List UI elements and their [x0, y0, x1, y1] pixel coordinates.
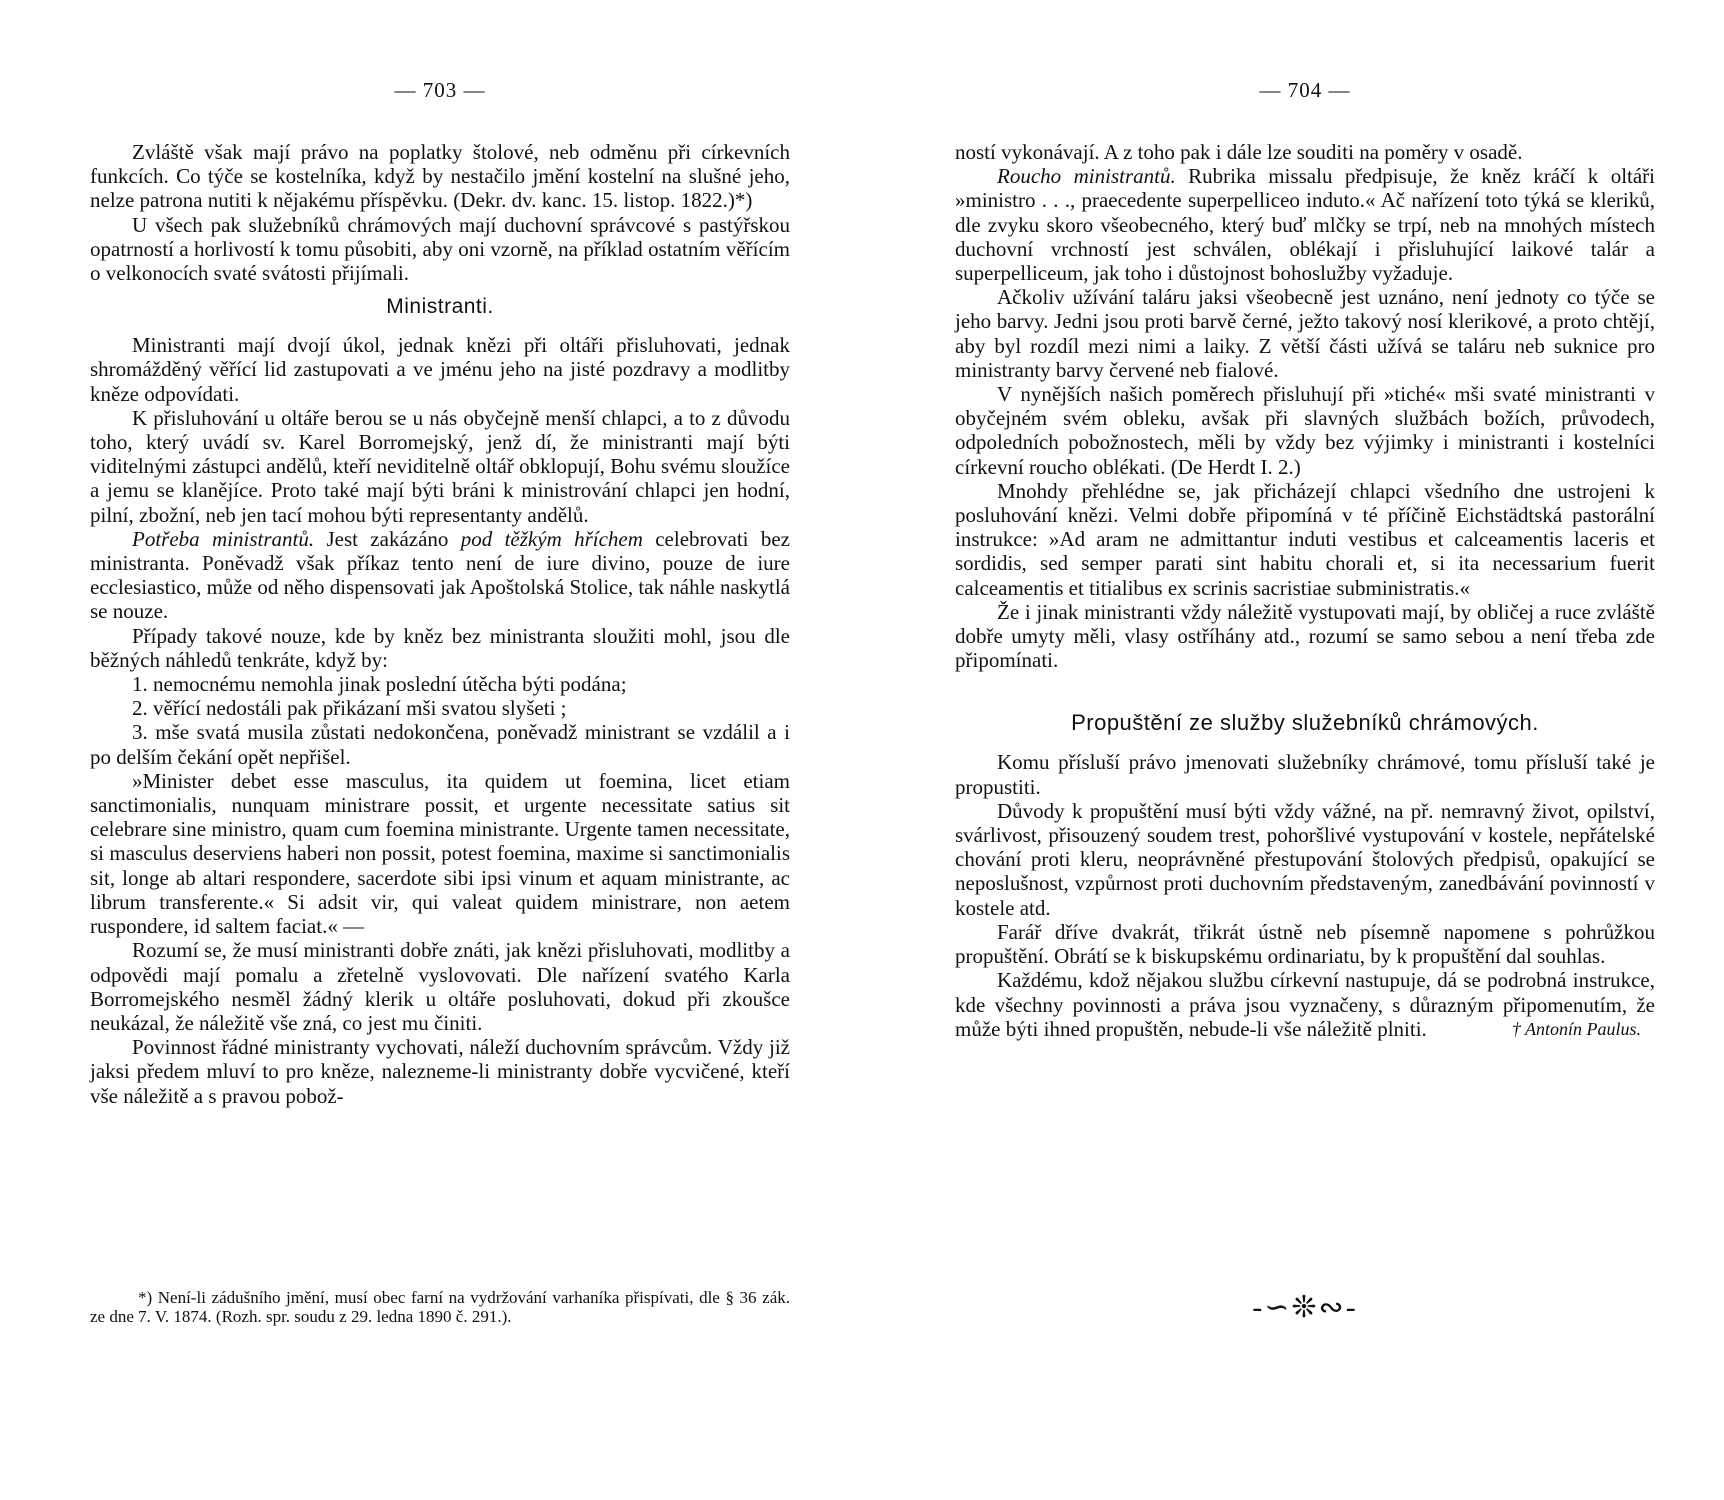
vestment-lead: Roucho ministrantů.	[997, 164, 1176, 189]
instruction-text: Každému, kdož nějakou službu církevní nastupuje, dá se podrobná instrukce, kde všechny povinnosti a práva jsou vyznačeny, s důrazným připomenutím, že může býti ihned propuštěn, nebude-li vše náležitě plniti.	[955, 968, 1655, 1041]
paragraph-prayers: Rozumí se, že musí ministranti dobře znáti, jak knězi přisluhovati, modlitby a odpovědi mají pomalu a zřetelně vyslovovati. Dle nařízení svatého Karla Borromejského nesměl žádný klerik u oltáře posluhovati, dokud při zkoušce neukázal, že náležitě vše zná, co jest mu činiti.	[90, 938, 790, 1035]
section-heading-ministranti: Ministranti.	[386, 295, 494, 319]
left-column	[90, 140, 790, 1108]
paragraph-eichstadt: Mnohdy přehlédne se, jak přicházejí chlapci všedního dne ustrojeni k posluhování knězi. Velmi dobře připomíná v té příčině Eichstädtská pastorální instrukce: »Ad aram ne admittantur induti vestibus et calceamentis laceris et sordidis, sed semper parati sint habitu chorali et, si ita necessarium fuerit calceamentis et titialibus ex scrinis sacristiae subministratis.«	[955, 478, 1655, 600]
need-emphasis: pod těžkým hříchem	[460, 526, 643, 551]
paragraph-cases-intro: Případy takové nouze, kde by kněz bez ministranta sloužiti mohl, jsou dle běžných náhledů tenkráte, když by:	[90, 623, 790, 672]
paragraph-colour: Ačkoliv užívání taláru jaksi všeobecně jest uznáno, není jednoty co týče se jeho barvy. Jedni jsou proti barvě černé, ježto takový nosí klerikové, a proto chtějí, aby byl rozdíl mezi nimi a laiky. Z větší části užívá se taláru neb suknice pro ministranty barvy červené neb fialové.	[955, 285, 1655, 382]
paragraph-sacraments: U všech pak služebníků chrámových mají duchovní správcové s pastýřskou opatrností a horlivostí k tomu působiti, aby oni vzorně, na příklad ostatním věřícím o velkonocích svaté svátosti přijímali.	[90, 212, 790, 286]
case-item-2: 2. věřící nedostáli pak přikázaní mši svatou slyšeti ;	[132, 696, 567, 721]
need-rest: celebrovati bez ministranta. Poněvadž však příkaz tento není de iure divino, pouze de iure ecclesiastico, může od něho dispensovati jak Apoštolská Stolice, tak náhle naskytlá se nouze.	[90, 526, 790, 624]
paragraph-clean: Že i jinak ministranti vždy náležitě vystupovati mají, by obličej a ruce zvláště dobře umyty měli, vlasy ostříhány atd., rozumí se samo sebou a není třeba zde připomínati.	[955, 599, 1655, 673]
page-number-left: — 703 —	[394, 78, 486, 102]
paragraph-reasons: Důvody k propuštění musí býti vždy vážné, na př. nemravný život, opilství, svárlivost, přisouzený soudem trest, pohoršlivé vystupování v kostele, nepřátelské chování proti kleru, neoprávněné přestupování štolových předpisů, opakující se neposlušnost, vzpůrnost proti duchovním představeným, zanedbávání povinností v kostele atd.	[955, 798, 1655, 920]
case-item-3: 3. mše svatá musila zůstati nedokončena, poněvadž ministrant se vzdálil a i po delším čekání opět nepřišel.	[90, 720, 790, 769]
paragraph-boys: K přisluhování u oltáře berou se u nás obyčejně menší chlapci, a to z důvodu toho, který uvádí sv. Karel Borromejský, jenž dí, že ministranti mají býti viditelnými zástupci andělů, kteří neviditelně oltář obklopují, Bohu svému sloužíce a jemu se klanějíce. Proto také mají býti bráni k ministrování chlapci jen hodní, pilní, zbožní, neb jen tací mohou býti representanty andělů.	[90, 405, 790, 527]
paragraph-ministranti-task: Ministranti mají dvojí úkol, jednak knězi při oltáři přisluhovati, jednak shromážděný věřící lid zastupovati a ve jménu jeho na jisté pozdravy a modlitby kněze odpovídati.	[90, 333, 790, 406]
paragraph-duty: Povinnost řádné ministranty vychovati, náleží duchovním správcům. Vždy již jaksi předem mluví to pro kněze, nalezneme-li ministranty dobře vycvičené, kteří vše náležitě a s pravou pobož-	[90, 1035, 790, 1108]
paragraph-latin-quote: »Minister debet esse masculus, ita quidem ut foemina, licet etiam sanctimonialis, nunquam ministrare possit, et urgente necessitate satius sit celebrare sine ministro, quam cum foemina ministrante. Urgente tamen necessitate, si masculus deserviens haberi non possit, potest foemina, maxime si sanctimonialis sit, longe ab altari respondere, sacerdote sibi ipsi vinum et aquam ministrante, ac librum transferente.« Si adsit vir, qui valeat quidem ministrare, non aetem ruspondere, id saltem faciat.« —	[90, 768, 790, 939]
right-column	[955, 140, 1655, 1041]
paragraph-fees: Zvláště však mají právo na poplatky štolové, neb odměnu při církevních funkcích. Co týče se kostelníka, když by nestačilo jmění kostelní na slušné jeho, nelze patrona nutiti k nějakému příspěvku. (Dekr. dv. kanc. 15. listop. 1822.)*)	[90, 140, 790, 213]
case-item-1: 1. nemocnému nemohla jinak poslední útěcha býti podána;	[132, 672, 627, 697]
paragraph-vestment	[955, 164, 1655, 285]
paragraph-instruction	[955, 968, 1655, 1041]
footnote: *) Není-li zádušního jmění, musí obec farní na vydržování varhaníka přispívati, dle § 36 zák. ze dne 7. V. 1874. (Rozh. spr. soudu z 29. ledna 1890 č. 291.).	[90, 1288, 790, 1326]
paragraph-warning: Farář dříve dvakrát, třikrát ústně neb písemně napomene s pohrůžkou propuštění. Obrátí se k biskupskému ordinariatu, by k propuštění dal souhlas.	[955, 919, 1655, 969]
author-signature: † Antonín Paulus.	[1511, 1018, 1641, 1039]
need-mid: Jest zakázáno	[314, 526, 461, 551]
section-heading-dismissal: Propuštění ze služby služebníků chrámových.	[1071, 710, 1539, 736]
paragraph-quiet-mass: V nynějších našich poměrech přisluhují při »tiché« mši svaté ministranti v obyčejném svém obleku, avšak při slavných službách božích, průvodech, odpoledních pobožnostech, měli by vždy bez výjimky i ministranti i kostelníci církevní roucho oblékati. (De Herdt I. 2.)	[955, 382, 1655, 479]
page-number-right: — 704 —	[1259, 78, 1351, 102]
paragraph-need	[90, 527, 790, 624]
need-lead: Potřeba ministrantů.	[132, 526, 315, 551]
paragraph-continuation: ností vykonávají. A z toho pak i dále lze souditi na poměry v osadě.	[955, 140, 1523, 164]
vestment-rest: Rubrika missalu předpisuje, že kněz kráčí k oltáři »ministro . . ., praecedente superpelliceo induto.« Ač nařízení toto týká se kleriků, dle zvyku skoro všeobecného, který buď mlčky se trpí, neb na mnohých místech duchovní vrchností jest schválen, oblékají i přisluhující laikové talár a superpelliceum, jak toho i důstojnost bohoslužby vyžaduje.	[955, 164, 1656, 286]
paragraph-right-to-dismiss: Komu přísluší právo jmenovati služebníky chrámové, tomu přísluší také je propustiti.	[955, 750, 1655, 799]
ornament-icon: -∽❊∾-	[1252, 1291, 1358, 1324]
